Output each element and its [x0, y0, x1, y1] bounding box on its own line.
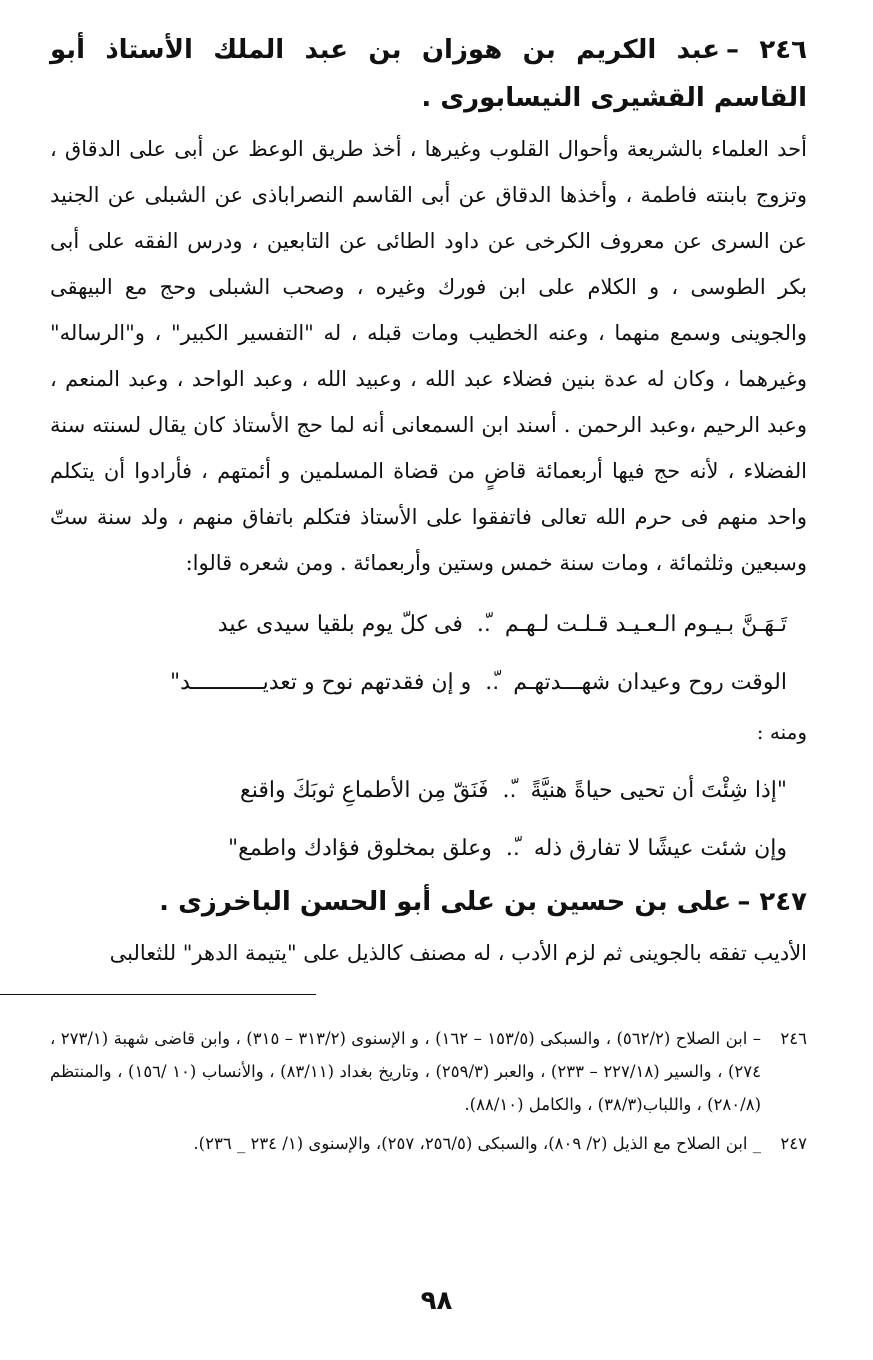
verse-separator: .ّ.: [502, 778, 517, 803]
verse: [50, 762, 807, 820]
verse: [50, 820, 807, 878]
verse-separator: .ّ.: [476, 612, 491, 637]
page-body: [50, 26, 807, 976]
verse-hemistich-second: وعلق بمخلوق فؤادك واطمع": [228, 836, 492, 861]
footnote-text: – ابن الصلاح (٥٦٢/٢) ، والسبكى (١٥٣/٥ – ١٦٢) ، و الإسنوى (٣١٣/٢ – ٣١٥) ، وابن قاضى شهبة (٢٧٣/١ ، ٢٧٤) ، والسير (٢٢٧/١٨ – ٢٣٣) ، والعبر (٢٥٩/٣) ، وتاريخ بغداد (٨٣/١١) ، والأنساب (١٠ /١٥٦) ، والمنتظم (٢٨٠/٨) ، واللباب(٣٨/٣) ، والكامل (٨٨/١٠).: [50, 1029, 762, 1114]
entry-body-246: أحد العلماء بالشريعة وأحوال القلوب وغيرها ، أخذ طريق الوعظ عن أبى على الدقاق ، وتزوج بابنته فاطمة ، وأخذها الدقاق عن أبى القاسم النصراباذى عن الشبلى عن الجنيد عن السرى عن معروف الكرخى عن داود الطائى عن التابعين ، ودرس الفقه على أبى بكر الطوسى ، و الكلام على ابن فورك وغيره ، وصحب الشبلى وحج مع البيهقى والجوينى وسمع منهما ، وعنه الخطيب ومات قبله ، له "التفسير الكبير" ، و"الرساله" وغيرهما ، وكان له عدة بنين فضلاء عبد الله ، وعبيد الله ، وعبد الواحد ، وعبد المنعم ، وعبد الرحيم ،وعبد الرحمن . أسند ابن السمعانى أنه لما حج الأستاذ كان يقال لسنته سنة الفضلاء ، لأنه حج فيها أربعمائة قاضٍ من قضاة المسلمين و أئمتهم ، فأرادوا أن يتكلم واحد منهم فى حرم الله تعالى فاتفقوا على الأستاذ فتكلم باتفاق منهم ، ولد سنة ستّ وسبعين وثلثمائة ، ومات سنة خمس وستين وأربعمائة . ومن شعره قالوا:: [50, 137, 807, 575]
footnote-247: [50, 1127, 807, 1160]
verse-separator: .ّ.: [505, 836, 520, 861]
entry-body-247: الأديب تفقه بالجوينى ثم لزم الأدب ، له مصنف كالذيل على "يتيمة الدهر" للثعالبى: [109, 941, 807, 965]
verse-hemistich-second: و إن فقدتهم نوح و تعديـــــــــــد": [170, 670, 472, 695]
entry-heading-246: [50, 26, 807, 122]
poem-2: [50, 762, 807, 878]
entry-title-247: على بن حسين بن على أبو الحسن الباخرزى .: [159, 887, 732, 917]
verse-hemistich-first: وإن شئت عيشًا لا تفارق ذله: [533, 836, 787, 861]
entry-heading-247: [50, 878, 807, 926]
verse: [50, 654, 807, 712]
more-poetry-label: ومنه :: [756, 720, 807, 744]
verse-hemistich-first: "إذا شِئْتَ أن تحيى حياةً هنيَّةً: [530, 778, 787, 803]
entry-title-246: عبد الكريم بن هوزان بن عبد الملك الأستاذ أبو القاسم القشيرى النيسابورى .: [50, 35, 807, 113]
verse-hemistich-first: الوقت روح وعيدان شهـــدتهـم: [513, 670, 787, 695]
poem-1: [50, 596, 807, 712]
page-number: ٩٨: [420, 1286, 453, 1316]
footnote-number: ٢٤٧: [780, 1134, 807, 1153]
verse-separator: .ّ.: [485, 670, 500, 695]
footnote-text: _ ابن الصلاح مع الذيل (٢/ ٨٠٩)، والسبكى (٢٥٦/٥، ٢٥٧)، والإسنوى (١/ ٢٣٤ _ ٢٣٦).: [193, 1134, 761, 1153]
entry-number-246: ٢٤٦ –: [726, 35, 807, 65]
footnote-divider: [0, 994, 316, 995]
footnote-number: ٢٤٦: [780, 1029, 808, 1048]
footnotes: [50, 1022, 807, 1166]
entry-number-247: ٢٤٧ –: [737, 887, 807, 917]
verse-hemistich-second: فى كلّ يوم بلقيا سيدى عيد: [217, 612, 463, 637]
verse-hemistich-second: فَنَقّ مِن الأطماعِ ثوبَكَ واقنع: [240, 778, 489, 803]
verse: [50, 596, 807, 654]
footnote-246: [50, 1022, 807, 1121]
verse-hemistich-first: تَـهَـنَّ بـيـوم الـعـيـد قـلـت لـهـم: [504, 612, 787, 637]
